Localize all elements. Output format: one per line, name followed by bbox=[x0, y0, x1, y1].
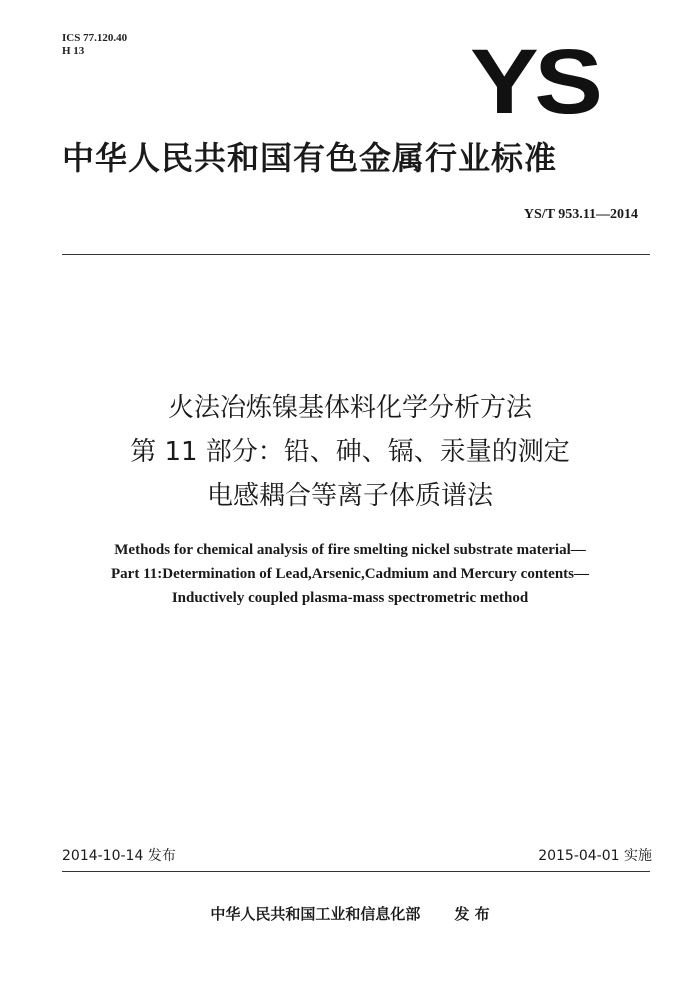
title-en-line2: Part 11:Determination of Lead,Arsenic,Cadmium and Mercury contents— bbox=[111, 566, 589, 582]
publisher-name: 中华人民共和国工业和信息化部 bbox=[210, 905, 421, 923]
title-cn-line2: 第 11 部分：铅、砷、镉、汞量的测定 bbox=[130, 437, 570, 467]
issue-date: 2014-10-14 发布 bbox=[62, 848, 176, 864]
title-cn-line1: 火法冶炼镍基体料化学分析方法 bbox=[167, 393, 532, 423]
bottom-divider bbox=[62, 871, 650, 872]
standard-name: 中华人民共和国有色金属行业标准 bbox=[62, 139, 558, 177]
ys-logo: YS bbox=[470, 31, 599, 133]
title-cn-line3: 电感耦合等离子体质谱法 bbox=[206, 481, 493, 511]
publisher-line bbox=[0, 903, 700, 925]
publish-action: 发 布 bbox=[454, 905, 490, 923]
standard-code: YS/T 953.11—2014 bbox=[523, 207, 638, 222]
title-en-line3: Inductively coupled plasma-mass spectrometric method bbox=[171, 590, 529, 606]
ccs-code: H 13 bbox=[62, 45, 85, 57]
top-divider bbox=[62, 254, 650, 255]
implement-date: 2015-04-01 实施 bbox=[538, 848, 652, 864]
classification-codes bbox=[62, 32, 127, 58]
ics-code: ICS 77.120.40 bbox=[62, 32, 128, 44]
title-en-line1: Methods for chemical analysis of fire smelting nickel substrate material— bbox=[114, 542, 586, 558]
